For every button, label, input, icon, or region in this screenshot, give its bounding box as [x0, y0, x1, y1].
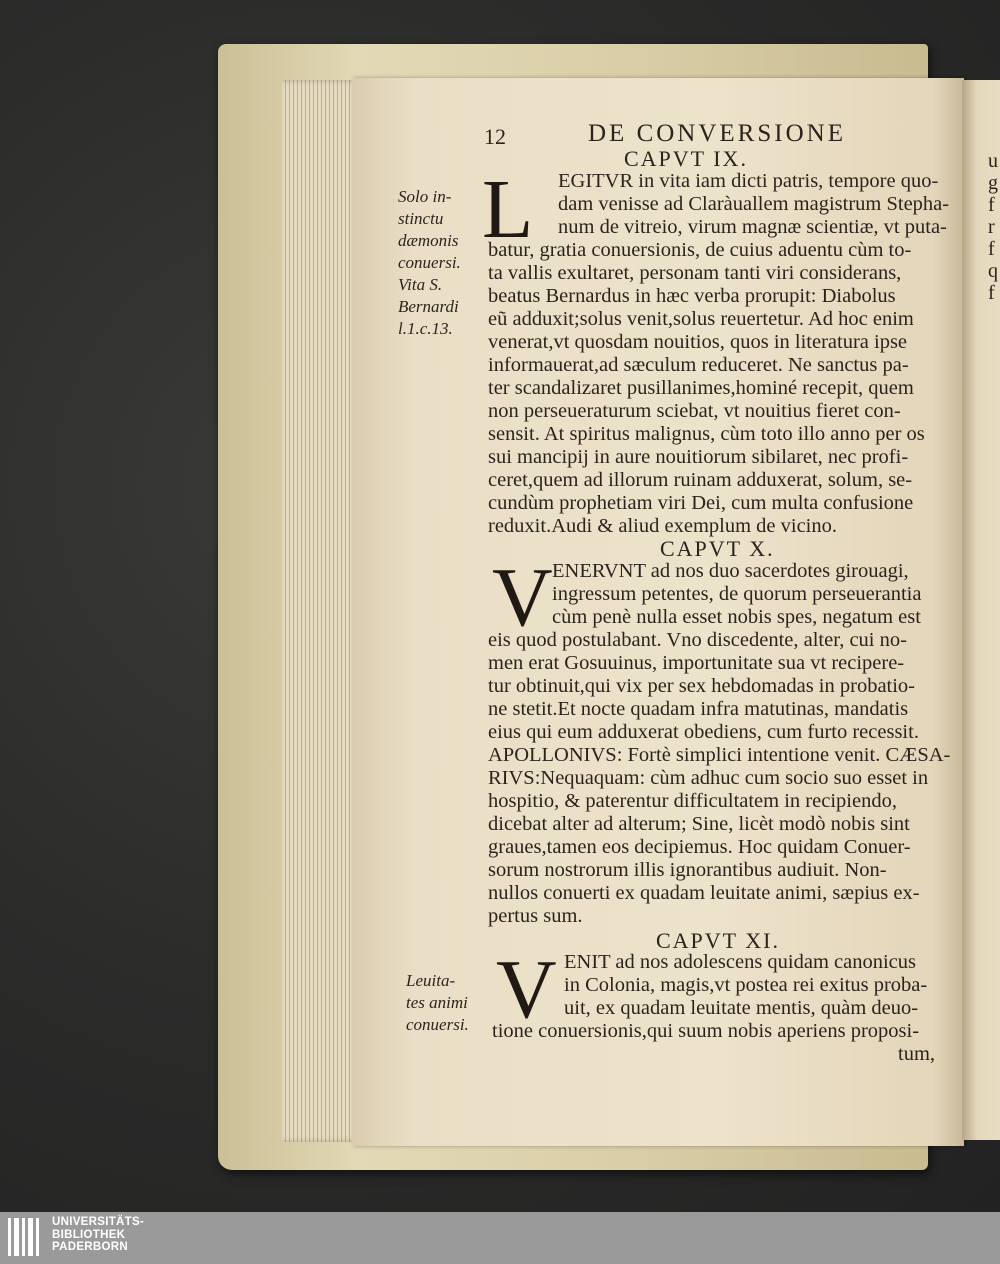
drop-cap-v-2: V	[496, 943, 557, 1036]
text-line: ingressum petentes, de quorum perseuerantia	[552, 583, 922, 605]
text-line: pertus sum.	[488, 905, 583, 927]
text-line: informauerat,ad sæculum reduceret. Ne sanctus pa-	[488, 354, 909, 376]
text-line: ne stetit.Et nocte quadam infra matutinas, mandatis	[488, 698, 909, 720]
chapter-heading-10: CAPVT X.	[660, 536, 775, 561]
text-line: tione conuersionis,qui suum nobis aperiens proposi-	[492, 1020, 920, 1042]
text-line: eius qui eum adduxerat obediens, cum furto recessit.	[488, 721, 919, 743]
chapter-heading-9: CAPVT IX.	[624, 146, 748, 171]
text-line: num de vitreio, virum magnæ scientiæ, vt puta-	[558, 216, 947, 238]
text-line: batur, gratia conuersionis, de cuius aduentu cùm to-	[488, 239, 912, 261]
facing-page-fragments: u g f r f q f	[988, 150, 998, 304]
text-line: men erat Gosuuinus, importunitate sua vt recipere-	[488, 652, 905, 674]
text-line: RIVS:Nequaquam: cùm adhuc cum socio suo esset in	[488, 767, 929, 789]
margin-note-2: Leuita- tes animi conuersi.	[406, 971, 469, 1034]
text-line: non perseueraturum sciebat, vt nouitius fieret con-	[488, 400, 901, 422]
page-number: 12	[484, 124, 506, 149]
text-line: cundùm prophetiam viri Dei, cum multa confusione	[488, 492, 914, 514]
drop-cap-l: L	[482, 163, 534, 256]
drop-cap-v: V	[492, 551, 553, 644]
text-line: ENERVNT ad nos duo sacerdotes girouagi,	[552, 560, 909, 582]
text-line: uit, ex quadam leuitate mentis, quàm deuo-	[564, 997, 919, 1019]
margin-note-1: Solo in- stinctu dæmonis conuersi. Vita S. Bernardi l.1.c.13.	[398, 187, 461, 338]
chapter-heading-11: CAPVT XI.	[656, 928, 780, 953]
text-line: cùm penè nulla esset nobis spes, negatum est	[552, 606, 921, 628]
text-line: EGITVR in vita iam dicti patris, tempore quo-	[558, 170, 939, 192]
text-line: eis quod postulabant. Vno discedente, alter, cui no-	[488, 629, 907, 651]
text-line: beatus Bernardus in hæc verba prorupit: Diabolus	[488, 285, 896, 307]
text-line: APOLLONIVS: Fortè simplici intentione venit. CÆSA-	[488, 744, 951, 766]
library-name-line-1: UNIVERSITÄTS-	[52, 1216, 145, 1228]
text-line: ceret,quem ad illorum ruinam adduxerat, solum, se-	[488, 469, 913, 491]
text-line: dam venisse ad Claràuallem magistrum Stepha-	[558, 193, 950, 215]
library-name-line-3: PADERBORN	[52, 1241, 128, 1253]
library-name-line-2: BIBLIOTHEK	[52, 1228, 126, 1241]
text-line: tum,	[898, 1043, 936, 1065]
text-line: reduxit.Audi & aliud exemplum de vicino.	[488, 515, 838, 537]
page-edges	[282, 80, 360, 1142]
text-line: dicebat alter ad alterum; Sine, licèt modò nobis sint	[488, 813, 910, 835]
footer-band	[0, 1212, 1000, 1264]
text-line: ter scandalizaret pusillanimes,hominé recepit, quem	[488, 377, 914, 399]
text-line: in Colonia, magis,vt postea rei exitus proba-	[564, 974, 928, 996]
text-line: sui mancipij in aure nouitiorum sibilaret, nec profi-	[488, 446, 909, 468]
text-line: nullos conuerti ex quadam leuitate animi, sæpius ex-	[488, 882, 920, 904]
running-title: DE CONVERSIONE	[588, 120, 846, 147]
text-line: sensit. At spiritus malignus, cùm toto illo anno per os	[488, 423, 925, 445]
text-line: tur obtinuit,qui vix per sex hebdomadas in probatio-	[488, 675, 916, 697]
text-line: eũ adduxit;solus venit,solus reuertetur. Ad hoc enim	[488, 308, 914, 330]
library-logo	[8, 1218, 44, 1256]
text-line: ENIT ad nos adolescens quidam canonicus	[564, 951, 917, 973]
text-line: graues,tamen eos decipiemus. Hoc quidam Conuer-	[488, 836, 911, 858]
text-line: ta vallis exultaret, personam tanti viri considerans,	[488, 262, 902, 284]
text-line: hospitio, & paterentur difficultatem in recipiendo,	[488, 790, 897, 812]
library-name	[52, 1216, 144, 1254]
text-line: venerat,vt quosdam nouitios, quos in literatura ipse	[488, 331, 908, 353]
text-line: sorum nostrorum illis ignorantibus audiuit. Non-	[488, 859, 887, 881]
